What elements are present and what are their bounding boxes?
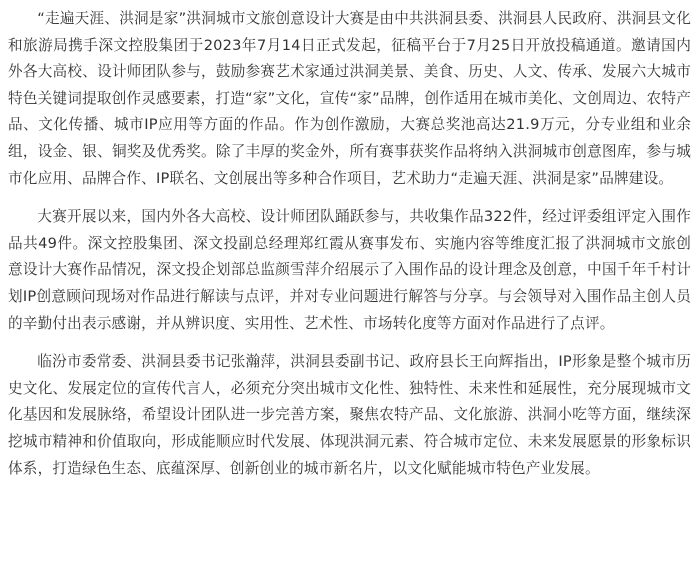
article-paragraph-1: “走遍天涯、洪洞是家”洪洞城市文旅创意设计大赛是由中共洪洞县委、洪洞县人民政府、洪洞县文化和旅游局携手深文控股集团于2023年7月14日正式发起，征稿平台于7月25日开放投稿通道。邀请国内外各大高校、设计师团队参与，鼓励参赛艺术家通过洪洞美景、美食、历史、人文、传承、发展六大城市特色关键词提取创作灵感要素，打造“家”文化，宣传“家”品牌，创作适用在城市美化、文创周边、农特产品、文化传播、城市IP应用等方面的作品。作为创作激励，大赛总奖池高达21.9万元，分专业组和业余组，设金、银、铜奖及优秀奖。除了丰厚的奖金外，所有赛事获奖作品将纳入洪洞城市创意图库，参与城市化应用、品牌合作、IP联名、文创展出等多种合作项目，艺术助力“走遍天涯、洪洞是家”品牌建设。 [8,10,691,187]
article-body [8,6,691,482]
article-paragraph-2: 大赛开展以来，国内外各大高校、设计师团队踊跃参与，共收集作品322件，经过评委组评定入围作品共49件。深文控股集团、深文投副总经理郑红霞从赛事发布、实施内容等维度汇报了洪洞城市文旅创意设计大赛作品情况，深文投企划部总监颜雪萍介绍展示了入围作品的设计理念及创意，中国千年千村计划IP创意顾问现场对作品进行解读与点评，并对专业问题进行解答与分享。与会领导对入围作品主创人员的辛勤付出表示感谢，并从辨识度、实用性、艺术性、市场转化度等方面对作品进行了点评。 [8,208,691,332]
article-paragraph-3: 临汾市委常委、洪洞县委书记张瀚萍，洪洞县委副书记、政府县长王向辉指出，IP形象是整个城市历史文化、发展定位的宣传代言人，必须充分突出城市文化性、独特性、未来性和延展性，充分展现城市文化基因和发展脉络，希望设计团队进一步完善方案，聚焦农特产品、文化旅游、洪洞小吃等方面，继续深挖城市精神和价值取向，形成能顺应时代发展、体现洪洞元素、符合城市定位、未来发展愿景的形象标识体系，打造绿色生态、底蕴深厚、创新创业的城市新名片，以文化赋能城市特色产业发展。 [8,353,691,477]
